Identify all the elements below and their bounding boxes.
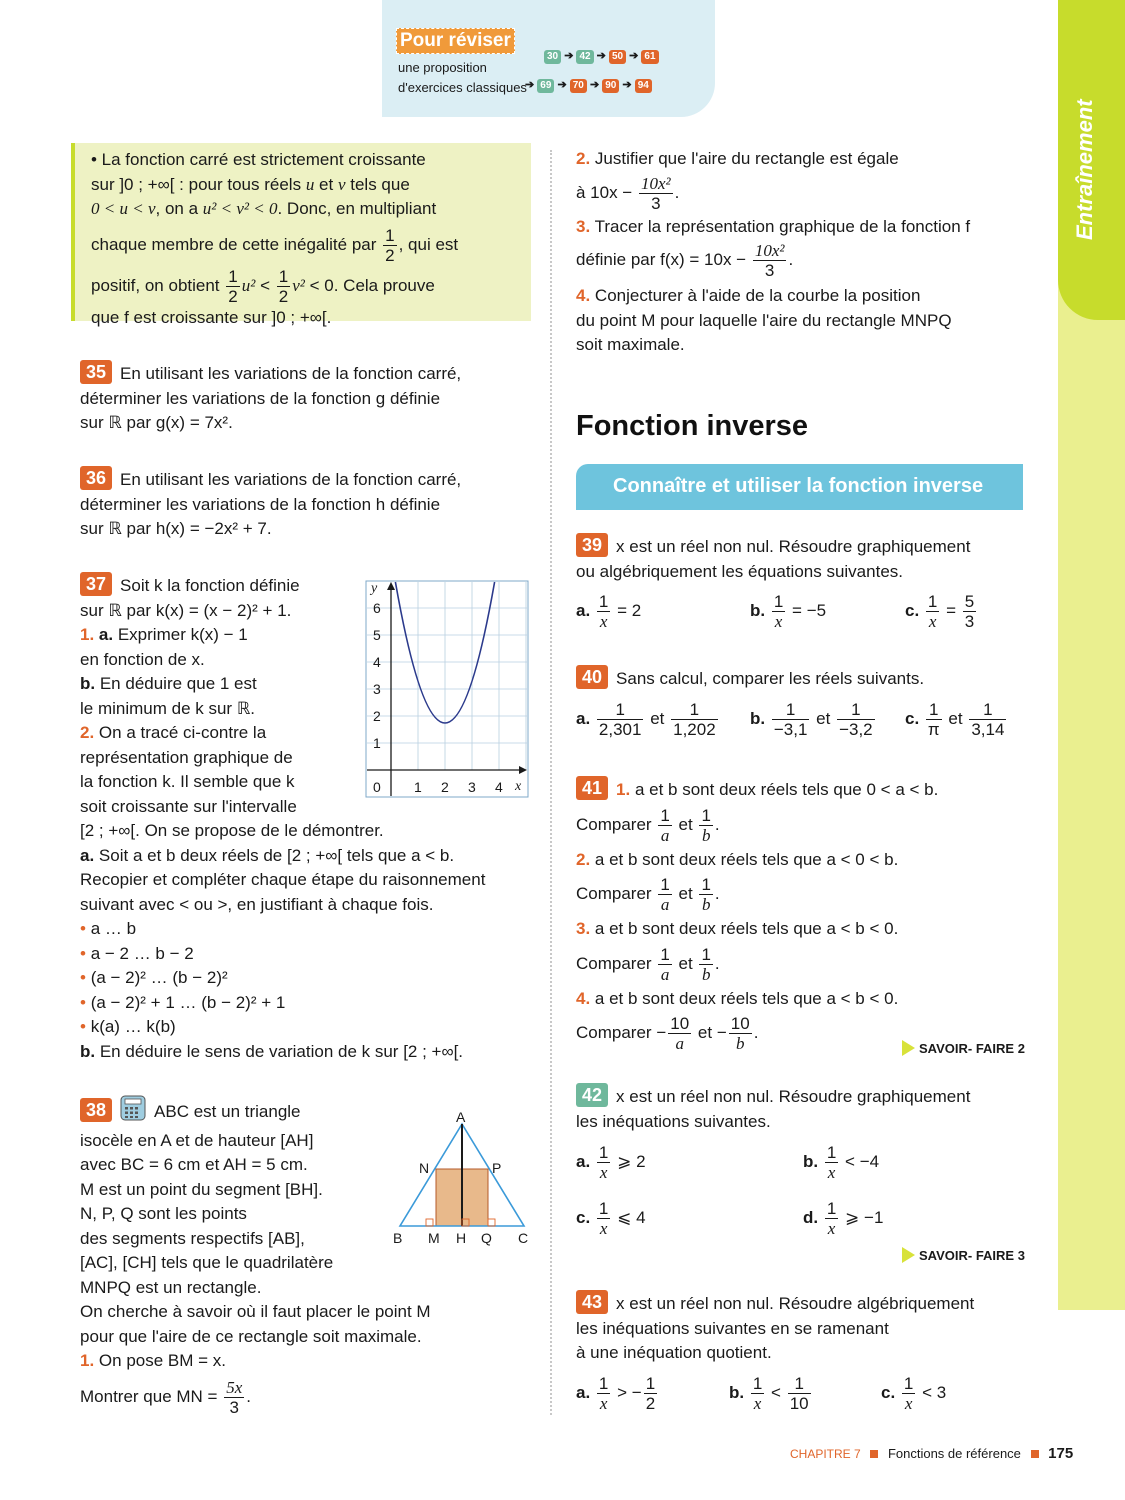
reasoning-step: • (a − 2)² … (b − 2)² — [80, 968, 228, 987]
exercise-42-item-d: d. $\frac{1}{x}$ ⩾ −1 — [803, 1199, 884, 1238]
calculator-icon — [120, 1095, 146, 1129]
exercise-number: 43 — [576, 1290, 608, 1314]
exercise-42: 42 x est un réel non nul. Résoudre graphiquement les inéquations suivantes. — [576, 1085, 971, 1131]
section-banner-text: Connaître et utiliser la fonction inverse — [613, 475, 984, 497]
exercise-39-item-b: b. $\frac{1}{x}$ = −5 — [750, 592, 827, 631]
section-banner — [576, 464, 1023, 510]
graph-37 — [365, 580, 530, 800]
point-label: B — [393, 1230, 403, 1246]
reasoning-step: • (a − 2)² + 1 … (b − 2)² + 1 — [80, 992, 286, 1012]
footer-square — [870, 1450, 878, 1458]
y-tick-label: 1 — [373, 735, 381, 751]
exercise-42-item-a: a. $\frac{1}{x}$ ⩾ 2 — [576, 1143, 646, 1182]
exercise-number: 35 — [80, 360, 112, 384]
footer-title: Fonctions de référence — [887, 1446, 1021, 1461]
review-text-2: d'exercices classiques — [398, 80, 527, 95]
review-ex-link[interactable]: 70 — [570, 79, 587, 93]
exercise-40-item-a: a. $\frac{1}{2,301}$ et $\frac{1}{1,202}$ — [576, 700, 716, 739]
exercise-42-item-c: c. $\frac{1}{x}$ ⩽ 4 — [576, 1199, 646, 1238]
exercise-43-item-a: a. $\frac{1}{x}$ > − $\frac{1}{2}$ — [576, 1374, 656, 1413]
y-tick-label: 6 — [373, 600, 381, 616]
review-ex-link[interactable]: 69 — [537, 79, 554, 93]
exercise-39-item-a: a. $\frac{1}{x}$ = 2 — [576, 592, 642, 631]
review-title: Pour réviser — [396, 28, 515, 54]
footer — [790, 1445, 1073, 1462]
exercise-39-item-c: c. $\frac{1}{x}$ = $\frac{5}{3}$ — [905, 592, 975, 631]
exercise-number: 39 — [576, 533, 608, 557]
review-ex-link[interactable]: 90 — [602, 79, 619, 93]
exercise-number: 38 — [80, 1098, 112, 1122]
exercise-40-item-c: c. $\frac{1}{\pi}$ et $\frac{1}{3,14}$ — [905, 700, 1005, 739]
correction-line: • La fonction carré est strictement croissante — [91, 150, 426, 169]
exercise-number: 36 — [80, 466, 112, 490]
x-tick-label: 1 — [414, 779, 422, 795]
x-tick-label: 3 — [468, 779, 476, 795]
arrow-icon — [902, 1247, 915, 1263]
x-tick-label: 4 — [495, 779, 503, 795]
point-label: Q — [481, 1230, 492, 1246]
arrow-icon — [902, 1040, 915, 1056]
y-tick-label: 5 — [373, 627, 381, 643]
review-ex-link[interactable]: 42 — [576, 50, 593, 64]
y-tick-label: 4 — [373, 654, 381, 670]
exercise-41: 41 1. a et b sont deux réels tels que 0 < a < b. Comparer $\frac{1}{a}$ et $\frac{1}{b}$ . 2. a et b sont deux réels tels que a < 0 < b. Comparer $\frac{1}{a}$ et $\frac{1}{b}$ . 3. a et b sont deux réels tels que a < b < 0. Comparer $\frac{1}{a}$ et $\frac{1}{b}$ . 4. a et b sont deux réels tels que a < b < 0. Comparer − $\frac{10}{a}$ et − $\frac{10}{b}$ . — [576, 778, 939, 1053]
page-number: 175 — [1048, 1445, 1074, 1462]
exercise-42-item-b: b. $\frac{1}{x}$ < −4 — [803, 1143, 880, 1182]
exercise-43-item-c: c. $\frac{1}{x}$ < 3 — [881, 1374, 947, 1413]
exercise-39: 39 x est un réel non nul. Résoudre graphiquement ou algébriquement les équations suivantes. — [576, 535, 971, 581]
y-tick-label: 3 — [373, 681, 381, 697]
x-axis-label: x — [515, 779, 522, 794]
reasoning-step: • a − 2 … b − 2 — [80, 943, 194, 963]
correction-line: que f est croissante sur ]0 ; +∞[. — [91, 307, 332, 327]
exercise-43-item-b: b. $\frac{1}{x}$ < $\frac{1}{10}$ — [729, 1374, 809, 1413]
exercise-35: 35 En utilisant les variations de la fonction carré, déterminer les variations de la fonction g définie sur ℝ par g(x) = 7x². — [80, 362, 462, 432]
correction-box — [71, 143, 531, 327]
reasoning-step: • a … b — [80, 919, 137, 938]
exercise-number: 41 — [576, 776, 608, 800]
x-tick-label: 2 — [441, 779, 449, 795]
review-row-1: 30 ➔ 42 ➔ 50 ➔ 61 — [544, 49, 659, 64]
y-axis-label: y — [371, 581, 378, 596]
footer-square — [1031, 1450, 1039, 1458]
point-label: A — [456, 1109, 466, 1125]
review-box — [382, 0, 715, 117]
point-label: M — [428, 1230, 440, 1246]
savoir-faire-link[interactable]: SAVOIR- FAIRE 3 — [902, 1247, 1025, 1263]
y-tick-label: 2 — [373, 708, 381, 724]
savoir-faire-link[interactable]: SAVOIR- FAIRE 2 — [902, 1040, 1025, 1056]
triangle-figure — [390, 1108, 535, 1248]
review-row-2: ➔ 69 ➔ 70 ➔ 90 ➔ 94 — [525, 78, 652, 93]
section-title: Fonction inverse — [576, 410, 809, 442]
review-ex-link[interactable]: 94 — [635, 79, 652, 93]
correction-line: positif, on obtient $\frac{1}{2}$ u² < $\frac{1}{2}$ v² < 0. Cela prouve — [91, 266, 435, 306]
correction-line: chaque membre de cette inégalité par $\frac{1}{2}$ , qui est — [91, 225, 459, 265]
review-text-1: une proposition — [398, 60, 487, 75]
point-label: H — [456, 1230, 467, 1246]
review-ex-link[interactable]: 50 — [609, 50, 626, 64]
review-ex-link[interactable]: 30 — [544, 50, 561, 64]
exercise-37: 37 Soit k la fonction définie sur ℝ par k(x) = (x − 2)² + 1. 1. a. Exprimer k(x) − 1 en fonction de x. b. En déduire que 1 est le minimum de k sur ℝ. 2. On a tracé ci-contre la représentation graphique de la fonction k. Il semble que k soit croissante sur l'intervalle [2 ; +∞[. On se propose de le démontrer. a. Soit a et b deux réels de [2 ; +∞[ tels que a < b. Recopier et compléter chaque étape du raisonnement suivant avec < ou >, en justifiant à chaque fois. • a … b • a − 2 … b − 2 • (a − 2)² … (b − 2)² • (a − 2)² + 1 … (b − 2)² + 1 • k(a) … k(b) b. En déduire le sens de variation de k sur [2 ; +∞[. — [80, 574, 486, 1061]
column-divider — [550, 150, 552, 1415]
exercise-38: 38 ABC est un triangle isocèle en A et de hauteur [AH] avec BC = 6 cm et AH = 5 cm. M est un point du segment [BH]. N, P, Q sont les points des segments respectifs [AB], [AC], [CH] tels que le quadrilatère MNPQ est un rectangle. On cherche à savoir où il faut placer le point M pour que l'aire de ce rectangle soit maximale. 1. On pose BM = x. Montrer que MN = $\frac{5x}{3}$ . — [80, 1095, 431, 1417]
exercise-43: 43 x est un réel non nul. Résoudre algébriquement les inéquations suivantes en se ramenant à une inéquation quotient. — [576, 1292, 975, 1362]
correction-line: 0 < u < v, on a u² < v² < 0. Donc, en multipliant — [91, 199, 437, 218]
correction-line: sur ]0 ; +∞[ : pour tous réels u et v tels que — [91, 174, 410, 194]
exercise-40-item-b: b. $\frac{1}{-3,1}$ et $\frac{1}{-3,2}$ — [750, 700, 873, 739]
exercise-number: 42 — [576, 1083, 608, 1107]
point-label: P — [492, 1160, 502, 1176]
side-tab-label: Entraînement — [1072, 99, 1097, 240]
exercise-number: 40 — [576, 665, 608, 689]
point-label: C — [518, 1230, 529, 1246]
exercise-40: 40 Sans calcul, comparer les réels suivants. — [576, 665, 924, 692]
origin-label: 0 — [373, 779, 381, 795]
exercise-number: 37 — [80, 572, 112, 596]
point-label: N — [419, 1160, 430, 1176]
footer-chapter: CHAPITRE 7 — [790, 1447, 861, 1461]
exercise-38-continued: 2. Justifier que l'aire du rectangle est égale à 10x − $\frac{\text{10x²}}{3}$ . 3. Tracer la représentation graphique de la fonction f définie par f(x) = 10x − $\frac{\text{10x²}}{3}$ . 4. Conjecturer à l'aide de la courbe la position du point M pour laquelle l'aire du rectangle MNPQ soit maximale. — [576, 149, 971, 354]
review-ex-link[interactable]: 61 — [641, 50, 658, 64]
exercise-36: 36 En utilisant les variations de la fonction carré, déterminer les variations de la fonction h définie sur ℝ par h(x) = −2x² + 7. — [80, 468, 462, 538]
reasoning-step: • k(a) … k(b) — [80, 1017, 176, 1036]
